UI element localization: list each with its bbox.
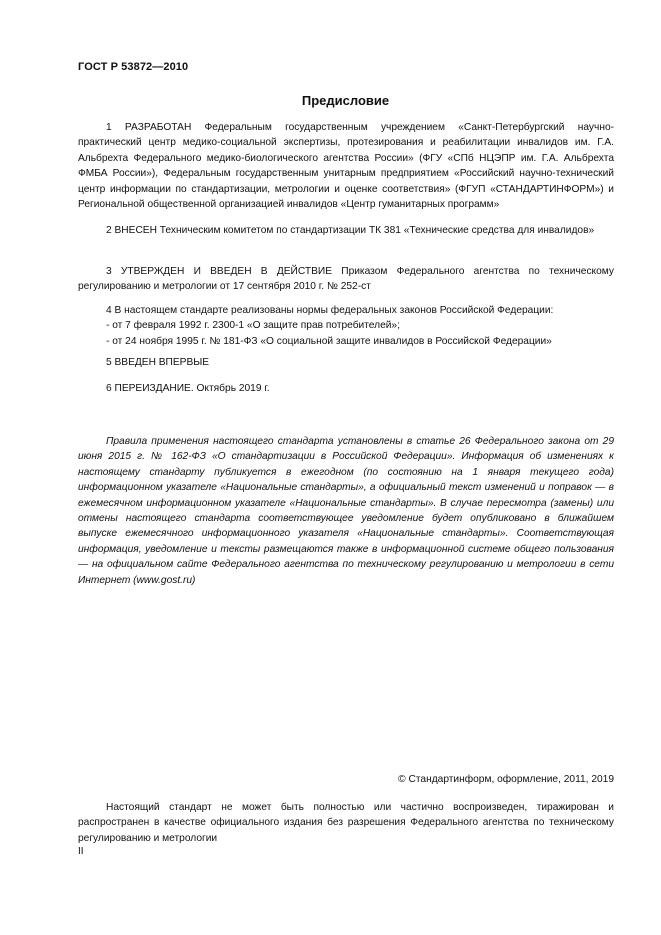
- preface-item-3-text: 3 УТВЕРЖДЕН И ВВЕДЕН В ДЕЙСТВИЕ Приказом Федерального агентства по техническому регулированию и метрологии от 17 сентября 2010 г. № 252-ст: [78, 266, 614, 293]
- preface-item-6-text: 6 ПЕРЕИЗДАНИЕ. Октябрь 2019 г.: [106, 383, 270, 394]
- copyright-line: © Стандартинформ, оформление, 2011, 2019: [398, 774, 614, 785]
- preface-item-1-text: 1 РАЗРАБОТАН Федеральным государственным учреждением «Санкт-Петербургский научно-практический центр медико-социальной экспертизы, протезирования и реабилитации инвалидов им. Г.А. Альбрехта Федерального медико-биологического агентства России» (ФГУ «СПб НЦЭПР им. Г.А. Альбрехта ФМБА России»), Федеральным государственным унитарным предприятием «Российский научно-технический центр информации по стандартизации, метрологии и оценке соответствия» (ФГУП «СТАНДАРТИНФОРМ») и Региональной общественной организацией инвалидов «Центр гуманитарных программ»: [78, 122, 614, 211]
- reproduction-notice-text: Настоящий стандарт не может быть полностью или частично воспроизведен, тиражирован и распространен в качестве официального издания без разрешения Федерального агентства по техническому регулированию и метрологии: [78, 802, 614, 844]
- preface-item-4-law-2: - от 24 ноября 1995 г. № 181-ФЗ «О социальной защите инвалидов в Российской Федерации»: [106, 335, 552, 347]
- preface-item-2: [78, 223, 614, 238]
- page-title: Предисловие: [301, 93, 390, 108]
- preface-item-4-text: 4 В настоящем стандарте реализованы нормы федеральных законов Российской Федерации:: [106, 305, 554, 316]
- preface-item-6: [78, 381, 614, 396]
- page-number: II: [78, 846, 84, 857]
- preface-item-2-text: 2 ВНЕСЕН Техническим комитетом по стандартизации ТК 381 «Технические средства для инвалидов»: [106, 225, 595, 236]
- standard-application-notice-text: Правила применения настоящего стандарта установлены в статье 26 Федерального закона от 29 июня 2015 г. № 162-ФЗ «О стандартизации в Российской Федерации». Информация об изменениях к настоящему стандарту публикуется в ежегодном (по состоянию на 1 января текущего года) информационном указателе «Национальные стандарты», а официальный текст изменений и поправок — в ежемесячном информационном указателе «Национальные стандарты». В случае пересмотра (замены) или отмены настоящего стандарта соответствующее уведомление будет опубликовано в ближайшем выпуске ежемесячного информационного указателя «Национальные стандарты». Соответствующая информация, уведомление и тексты размещаются также в информационной системе общего пользования — на официальном сайте Федерального агентства по техническому регулированию и метрологии в сети Интернет (www.gost.ru): [78, 436, 614, 586]
- reproduction-notice: [78, 800, 614, 846]
- preface-item-4-law-1: - от 7 февраля 1992 г. 2300-1 «О защите прав потребителей»;: [106, 320, 400, 332]
- preface-item-4: [78, 303, 614, 349]
- preface-item-5-text: 5 ВВЕДЕН ВПЕРВЫЕ: [106, 357, 210, 368]
- preface-item-5: [78, 355, 614, 370]
- preface-item-3: [78, 264, 614, 295]
- standard-application-notice: [78, 434, 614, 588]
- standard-code-header: ГОСТ Р 53872—2010: [78, 61, 189, 73]
- preface-item-1: [78, 120, 614, 212]
